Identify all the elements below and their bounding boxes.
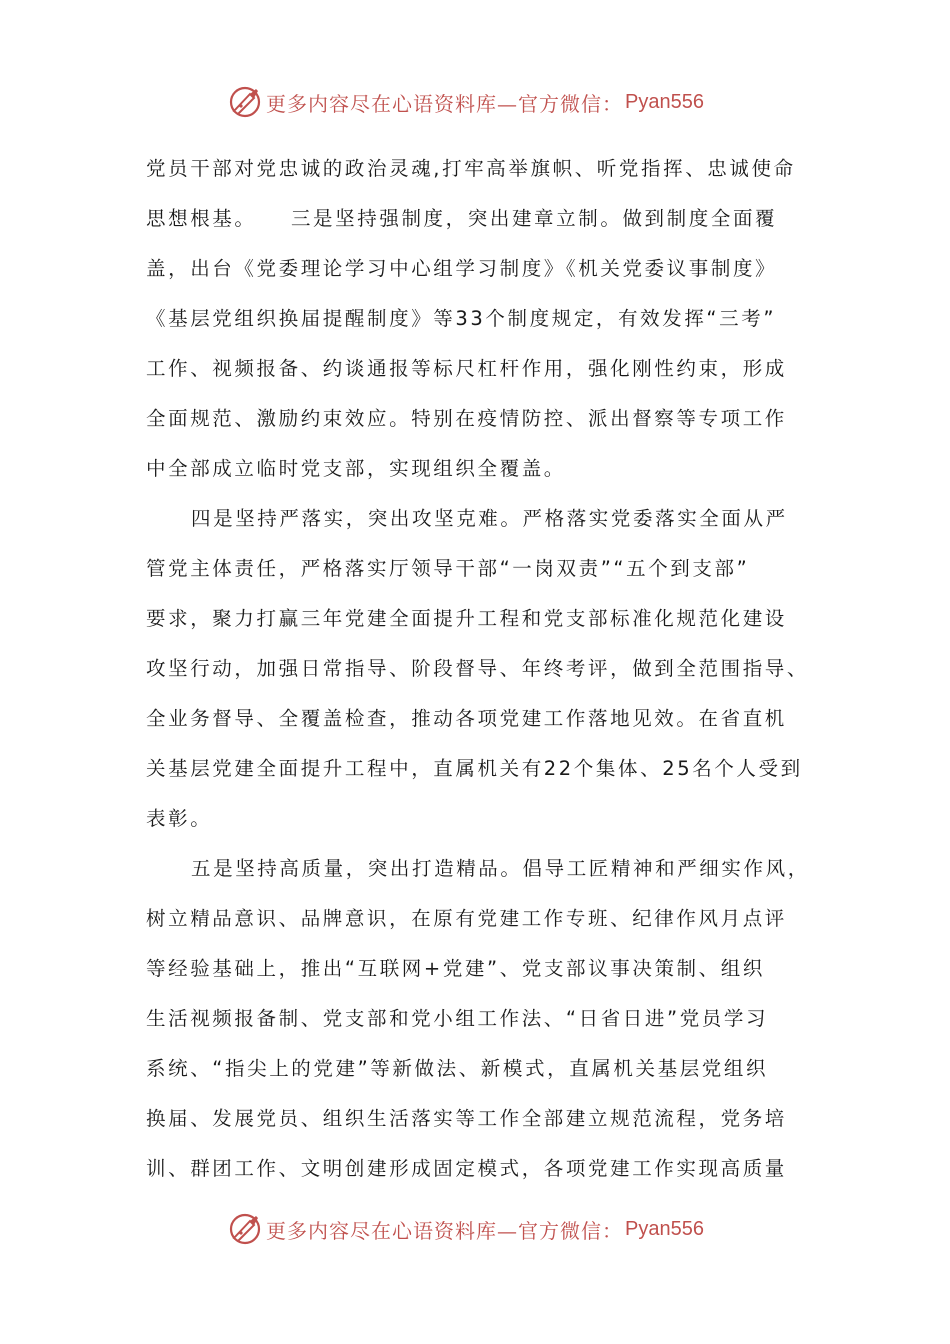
paragraph-start-line: 四是坚持严落实，突出攻坚克难。严格落实党委落实全面从严: [191, 507, 788, 530]
paragraph-start-line: 五是坚持高质量，突出打造精品。倡导工匠精神和严细实作风，: [191, 857, 810, 880]
text-line: 《基层党组织换届提醒制度》等33个制度规定，有效发挥“三考”: [146, 307, 777, 330]
pen-nib-logo-icon: [228, 1212, 262, 1246]
text-line: 全业务督导、全覆盖检查，推动各项党建工作落地见效。在省直机: [146, 707, 787, 730]
text-line: 要求，聚力打赢三年党建全面提升工程和党支部标准化规范化建设: [146, 607, 787, 630]
banner-slogan: 更多内容尽在心语资料库—官方微信：: [266, 1218, 623, 1243]
text-line: 思想根基。 三是坚持强制度，突出建章立制。做到制度全面覆: [146, 207, 778, 230]
text-line: 全面规范、激励约束效应。特别在疫情防控、派出督察等专项工作: [146, 407, 787, 430]
text-line: 等经验基础上，推出“互联网+党建”、党支部议事决策制、组织: [146, 957, 765, 980]
text-line: 盖，出台《党委理论学习中心组学习制度》《机关党委议事制度》: [146, 257, 778, 280]
header-banner: [228, 84, 704, 120]
text-line: 换届、发展党员、组织生活落实等工作全部建立规范流程，党务培: [146, 1107, 787, 1130]
text-line: 工作、视频报备、约谈通报等标尺杠杆作用，强化刚性约束，形成: [146, 357, 787, 380]
text-line: 表彰。: [146, 807, 213, 830]
text-line: 生活视频报备制、党支部和党小组工作法、“日省日进”党员学习: [146, 1007, 769, 1030]
pen-nib-logo-icon: [228, 85, 262, 119]
banner-slogan: 更多内容尽在心语资料库—官方微信：: [266, 91, 623, 116]
text-line: 系统、“指尖上的党建”等新做法、新模式，直属机关基层党组织: [146, 1057, 769, 1080]
text-line: 攻坚行动，加强日常指导、阶段督导、年终考评，做到全范围指导、: [146, 657, 810, 680]
footer-banner: [228, 1211, 704, 1247]
text-line: 训、群团工作、文明创建形成固定模式，各项党建工作实现高质量: [146, 1157, 787, 1180]
document-body: [146, 144, 826, 1194]
text-line: 关基层党建全面提升工程中，直属机关有22个集体、25名个人受到: [146, 757, 803, 780]
wechat-id: Pyan556: [625, 1217, 704, 1240]
text-line: 树立精品意识、品牌意识，在原有党建工作专班、纪律作风月点评: [146, 907, 787, 930]
wechat-id: Pyan556: [625, 90, 704, 113]
text-line: 管党主体责任，严格落实厅领导干部“一岗双责”“五个到支部”: [146, 557, 750, 580]
text-line: 中全部成立临时党支部，实现组织全覆盖。: [146, 457, 566, 480]
text-line: 党员干部对党忠诚的政治灵魂,打牢高举旗帜、听党指挥、忠诚使命: [146, 157, 796, 180]
